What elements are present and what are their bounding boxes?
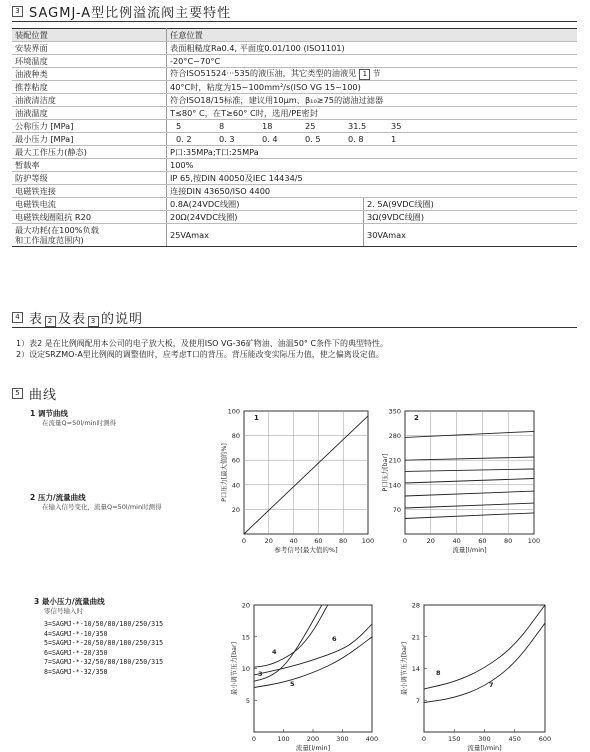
series-line — [405, 431, 534, 437]
row-label — [12, 224, 167, 247]
row-value: 100% — [167, 159, 578, 172]
x-tick-label: 100 — [277, 735, 290, 743]
section-4-title — [12, 308, 143, 327]
section-number: 3 — [12, 6, 23, 17]
row-value — [167, 81, 578, 94]
series-line — [244, 416, 368, 534]
row-value: P口:35MPa;T口:25MPa — [167, 146, 578, 159]
table-row — [12, 211, 577, 224]
y-tick-label: 280 — [388, 432, 401, 441]
row-value — [167, 120, 578, 133]
row-value — [167, 107, 578, 120]
section-3-title — [12, 2, 231, 21]
table-row — [12, 198, 577, 211]
note-1: 1）表2 是在比例阀配用本公司的电子放大板，及使用ISO VG-36矿物油、油温50° C条件下的典型特性。 — [16, 339, 389, 348]
table-row — [12, 68, 577, 81]
value-text: 符合ISO18/15标准，建议用10μm、β₁₀≥75的滤油过滤器 — [170, 94, 384, 105]
x-tick-label: 600 — [538, 735, 552, 743]
x-axis-label: 流量[l/min] — [452, 546, 487, 554]
y-tick-label: 28 — [411, 601, 420, 610]
title-rule — [12, 327, 577, 328]
section-5-title — [12, 384, 57, 403]
grid-cell: 35 — [391, 121, 402, 131]
curve-1-title: 1 调节曲线 — [30, 409, 68, 418]
x-tick-label: 400 — [365, 735, 379, 743]
table-row — [12, 55, 577, 68]
x-tick-label: 0 — [251, 735, 257, 743]
series-line — [405, 469, 534, 471]
curve-legend — [44, 620, 163, 677]
legend-entry: 8=SAGMJ-*-32/350 — [44, 667, 108, 676]
row-label: 公称压力 [MPa] — [12, 120, 167, 133]
y-tick-label: 210 — [388, 456, 401, 465]
row-value: 连接DIN 43650/ISO 4400 — [167, 185, 578, 198]
row-value: IP 65,按DIN 40050及IEC 14434/5 — [167, 172, 578, 185]
y-tick-label: 10 — [241, 665, 250, 673]
table-row — [12, 42, 577, 55]
grid-cell: 5 — [176, 121, 182, 131]
x-tick-label: 0 — [402, 537, 408, 545]
value-text: 符合ISO51524···535的液压油，其它类型的油液见 — [170, 68, 357, 78]
label-line: 最大功耗(在100%负载 — [15, 225, 99, 235]
grid-cell: 8 — [219, 121, 225, 131]
table-row — [12, 133, 577, 146]
series-line — [254, 637, 372, 688]
series-line — [405, 491, 534, 496]
row-label: 装配位置 — [12, 29, 167, 42]
heading-part: 及表 — [58, 312, 87, 327]
y-axis-label: P口压力[bar] — [382, 453, 389, 492]
series-label: 6 — [332, 635, 337, 643]
value-text: 任意位置 — [170, 29, 203, 40]
row-label: 最大工作压力(静态) — [12, 146, 167, 159]
plot-frame — [254, 605, 372, 732]
legend-entry: 3=SAGMJ-*-10/50/80/180/250/315 — [44, 620, 164, 628]
row-label: 电磁铁线圈阻抗 R20 — [12, 211, 167, 224]
curve-1-subtitle: 在流量Q=50l/min时测得 — [42, 419, 117, 427]
row-value-b: 3Ω(9VDC线圈) — [364, 211, 578, 224]
series-label: 3 — [258, 670, 263, 678]
row-label: 电磁铁电流 — [12, 198, 167, 211]
row-label: 油液种类 — [12, 68, 167, 81]
x-tick-label: 100 — [527, 537, 541, 545]
legend-entry: 7=SAGMJ-*-32/50/80/180/250/315 — [44, 658, 164, 666]
row-value-a: 25VAmax — [167, 224, 364, 247]
x-tick-label: 300 — [478, 735, 491, 743]
row-label: 环境温度 — [12, 55, 167, 68]
row-label: 最小压力 [MPa] — [12, 133, 167, 146]
y-axis-label: 最小调节压力[bar] — [231, 641, 238, 696]
series-label: 5 — [290, 680, 295, 688]
y-tick-label: 20 — [241, 601, 250, 610]
row-value-a: 20Ω(24VDC线圈) — [167, 211, 364, 224]
series-label: 4 — [272, 648, 277, 656]
series-line — [254, 624, 372, 675]
row-label: 电磁铁连接 — [12, 185, 167, 198]
series-label: 7 — [489, 681, 494, 689]
series-line — [405, 513, 534, 519]
grid-cell: 18 — [262, 121, 273, 131]
grid-cell: 31.5 — [348, 121, 367, 131]
row-value-b: 2. 5A(9VDC线圈) — [364, 198, 578, 211]
x-tick-label: 450 — [508, 735, 521, 743]
series-line — [405, 503, 534, 508]
x-tick-label: 80 — [504, 537, 513, 545]
grid-cell: 0. 3 — [219, 134, 235, 144]
y-tick-label: 7 — [415, 696, 420, 705]
x-tick-label: 80 — [339, 537, 348, 545]
y-axis-label: P口压力[最大值的%] — [221, 443, 228, 502]
chart-number-label: 2 — [414, 414, 419, 422]
curve-2-title: 2 压力/流量曲线 — [30, 493, 86, 502]
table-row — [12, 81, 577, 94]
row-value — [167, 42, 578, 55]
table-row — [12, 146, 577, 159]
row-label: 暂载率 — [12, 159, 167, 172]
grid-cell: 0. 5 — [305, 134, 321, 144]
table-row — [12, 224, 577, 247]
chart-number-label: 1 — [254, 414, 259, 422]
table-row — [12, 107, 577, 120]
x-tick-label: 150 — [448, 735, 461, 743]
y-tick-label: 5 — [245, 696, 250, 705]
x-axis-label: 流量[l/min] — [467, 744, 502, 752]
row-label: 推荐粘度 — [12, 81, 167, 94]
section-number: 5 — [12, 388, 23, 399]
row-label: 油液温度 — [12, 107, 167, 120]
x-tick-label: 20 — [264, 537, 273, 545]
plot-frame — [405, 411, 534, 534]
row-value-b: 30VAmax — [364, 224, 578, 247]
x-tick-label: 60 — [314, 537, 323, 545]
y-tick-label: 140 — [388, 481, 401, 490]
table-row — [12, 120, 577, 133]
x-tick-label: 100 — [361, 537, 375, 545]
legend-entry: 6=SAGMJ-*-20/350 — [44, 648, 108, 657]
grid-cell: 0. 4 — [262, 134, 278, 144]
note-2: 2）设定SRZMO-A型比例阀的调整值时，应考虑T口的背压。背压能改变实际压力值，使之偏离设定值。 — [16, 350, 384, 359]
section-heading — [29, 308, 143, 327]
value-text: 40°C时，粘度为15~100mm²/s(ISO VG 15~100) — [170, 81, 361, 92]
heading-part: 的说明 — [101, 312, 144, 327]
x-tick-label: 0 — [241, 537, 247, 545]
title-rule — [12, 21, 577, 22]
value-text: T≤80° C，在T≥60° C时，选用/PE密封 — [170, 107, 318, 118]
row-value — [167, 133, 578, 146]
section-ref-box: 1 — [359, 69, 370, 80]
y-tick-label: 70 — [392, 505, 401, 514]
grid-cell: 0. 2 — [176, 134, 192, 144]
value-grid — [170, 121, 574, 131]
row-value — [167, 55, 578, 68]
y-tick-label: 350 — [388, 407, 401, 416]
table-row — [12, 29, 577, 42]
plot-frame — [244, 411, 368, 534]
table-ref-box: 3 — [88, 316, 99, 327]
table-row — [12, 185, 577, 198]
series-line — [405, 457, 534, 460]
x-tick-label: 20 — [426, 537, 435, 545]
y-tick-label: 20 — [231, 505, 240, 514]
series-line — [424, 623, 545, 702]
x-tick-label: 40 — [452, 537, 461, 545]
y-tick-label: 100 — [227, 407, 240, 416]
row-label: 防护等级 — [12, 172, 167, 185]
y-tick-label: 60 — [231, 456, 240, 465]
curve-3-subtitle: 零信号输入时 — [44, 607, 83, 615]
table-row — [12, 159, 577, 172]
series-line — [424, 605, 545, 689]
x-tick-label: 200 — [306, 735, 320, 743]
notes — [16, 338, 388, 360]
curve-3-title: 3 最小压力/流量曲线 — [34, 597, 105, 606]
row-label: 安装界面 — [12, 42, 167, 55]
plot-frame — [424, 605, 545, 732]
table-ref-box: 2 — [45, 316, 56, 327]
row-value — [167, 94, 578, 107]
grid-cell: 1 — [391, 134, 397, 144]
table-row — [12, 172, 577, 185]
row-value — [167, 68, 578, 81]
y-tick-label: 80 — [231, 432, 240, 441]
y-tick-label: 40 — [231, 481, 240, 490]
row-label: 油液清洁度 — [12, 94, 167, 107]
section-heading: 曲线 — [29, 388, 58, 403]
series-line — [254, 605, 328, 667]
value-text: 表面粗糙度Ra0.4, 平面度0.01/100 (ISO1101) — [170, 42, 345, 53]
heading-part: 表 — [29, 312, 44, 327]
series-line — [405, 479, 534, 484]
grid-cell: 25 — [305, 121, 316, 131]
section-number: 4 — [12, 312, 23, 323]
x-axis-label: 参考信号[最大值的%] — [274, 546, 338, 554]
x-tick-label: 300 — [336, 735, 349, 743]
x-tick-label: 0 — [421, 735, 427, 743]
series-label: 8 — [436, 669, 441, 677]
legend-entry: 5=SAGMJ-*-20/50/80/180/250/315 — [44, 639, 164, 647]
spec-table — [12, 28, 577, 247]
y-tick-label: 21 — [411, 633, 420, 642]
y-axis-label: 最小调节压力[bar] — [401, 641, 408, 696]
value-grid — [170, 134, 574, 144]
section-heading: SAGMJ-A型比例溢流阀主要特性 — [29, 6, 232, 21]
label-line: 和工作温度范围内) — [15, 235, 84, 245]
row-value-a: 0.8A(24VDC线圈) — [167, 198, 364, 211]
legend-entry: 4=SAGMJ-*-10/350 — [44, 629, 108, 638]
row-value — [167, 29, 578, 42]
value-suffix: 节 — [372, 68, 381, 78]
x-tick-label: 40 — [289, 537, 298, 545]
grid-cell: 0. 8 — [348, 134, 364, 144]
value-text: -20°C~70°C — [170, 56, 221, 66]
curve-2-subtitle: 在输入信号变化，流量Q=50l/min时测得 — [42, 503, 162, 511]
y-tick-label: 14 — [411, 665, 420, 673]
x-tick-label: 60 — [478, 537, 487, 545]
x-axis-label: 流量[l/min] — [295, 744, 331, 752]
table-row — [12, 94, 577, 107]
series-line — [254, 605, 322, 681]
y-tick-label: 15 — [241, 633, 250, 642]
